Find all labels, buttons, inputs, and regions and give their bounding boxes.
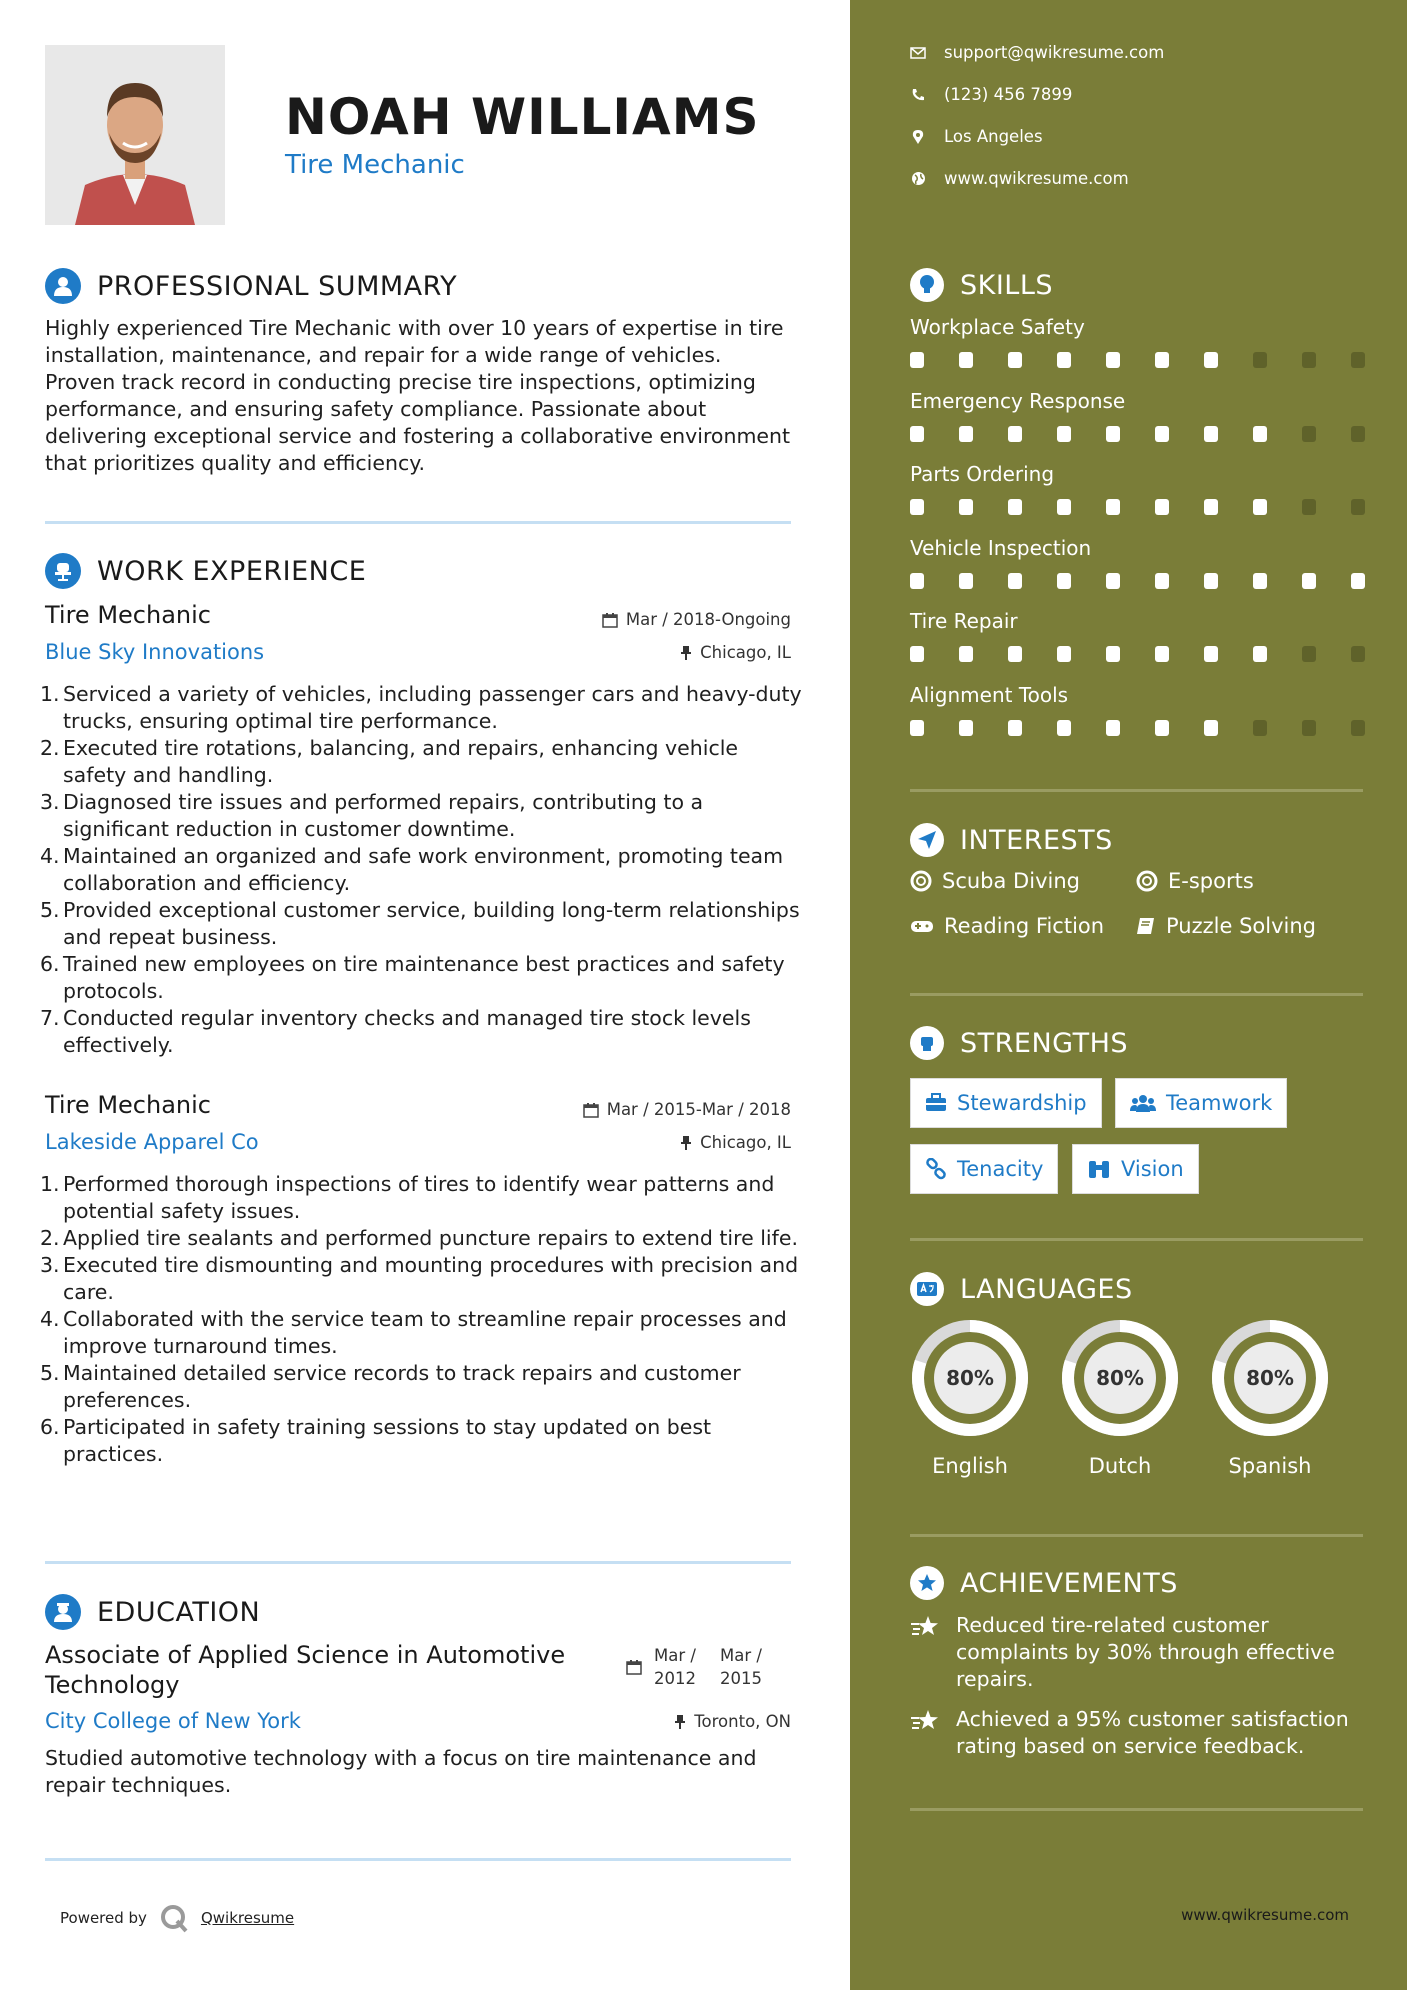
job-location [680,643,791,662]
skill-dot-empty [1351,426,1365,442]
briefcase-icon [925,1093,947,1113]
skill-dot-filled [1253,426,1267,442]
skill-dot-filled [1204,720,1218,736]
skill-name: Parts Ordering [910,462,1055,486]
school-name: City College of New York [45,1709,301,1733]
achievements-heading [910,1566,1178,1600]
star-icon [910,1706,942,1760]
interest-item: Puzzle Solving [1136,914,1316,938]
skill-level-dots [910,426,1365,442]
strengths-heading [910,1026,1128,1060]
skill-dot-filled [1057,573,1071,589]
pin-icon [674,1714,686,1730]
education-dates [626,1644,762,1690]
language-percent: 80% [1096,1366,1144,1390]
skill-dot-filled [1008,499,1022,515]
skill-dot-empty [1351,720,1365,736]
skill-dot-filled [1204,573,1218,589]
lifebuoy-icon [910,870,932,892]
skill-dot-filled [959,573,973,589]
skill-dot-filled [1057,720,1071,736]
list-item: 6. Trained new employees on tire maintenance best practices and safety protocols. [40,952,785,1003]
skill-dot-filled [1057,426,1071,442]
language-name: Spanish [1228,1454,1312,1478]
skill-dot-filled [1008,646,1022,662]
skill-dot-empty [1351,499,1365,515]
duty-list [40,1171,805,1468]
summary-title: PROFESSIONAL SUMMARY [97,270,458,302]
skill-dot-filled [1302,573,1316,589]
divider [910,1238,1363,1241]
skill-dot-empty [1351,646,1365,662]
skill-dot-filled [1057,499,1071,515]
list-item: 1. Serviced a variety of vehicles, including passenger cars and heavy-duty trucks, ensuring optimal tire performance. [40,682,802,733]
skill-dot-filled [1155,646,1169,662]
degree-line: Technology [45,1671,180,1699]
skill-dot-filled [1106,573,1120,589]
language-item [910,1318,1030,1478]
strength-tag: Tenacity [910,1144,1058,1194]
fist-icon [910,1026,944,1060]
job-location [680,1133,791,1152]
calendar-icon [583,1102,599,1118]
language-item [1210,1318,1330,1478]
skill-dot-empty [1253,352,1267,368]
star-badge-icon [910,1566,944,1600]
profile-photo [45,45,225,225]
calendar-icon [626,1659,642,1675]
divider [910,1534,1363,1537]
phone-icon [910,87,926,103]
skill-dot-filled [1106,499,1120,515]
footer-url[interactable]: www.qwikresume.com [1181,1906,1349,1924]
job-date-text: Mar / 2018-Ongoing [625,610,791,629]
skill-dot-filled [959,720,973,736]
skill-name: Tire Repair [910,609,1018,633]
skills-title: SKILLS [960,269,1054,301]
skill-dot-filled [1106,426,1120,442]
powered-by [60,1903,294,1933]
list-item: 2. Executed tire rotations, balancing, and repairs, enhancing vehicle safety and handling. [40,736,739,787]
education-title: EDUCATION [97,1596,261,1628]
strengths-title: STRENGTHS [960,1027,1129,1059]
language-percent: 80% [1246,1366,1294,1390]
star-icon [910,1612,942,1693]
list-item: 6. Participated in safety training sessions to stay updated on best practices. [40,1415,712,1466]
skill-dot-empty [1253,720,1267,736]
skill-dot-filled [1253,573,1267,589]
language-percent: 80% [946,1366,994,1390]
contact-website[interactable]: www.qwikresume.com [910,169,1129,188]
skill-dot-filled [1253,646,1267,662]
end-date: Mar / 2015 [720,1646,762,1688]
contact-location: Los Angeles [910,127,1043,146]
candidate-name: NOAH WILLIAMS [285,88,760,146]
job-date-text: Mar / 2015-Mar / 2018 [606,1100,791,1119]
skill-dot-filled [1351,573,1365,589]
graduate-icon [45,1594,81,1630]
skill-dot-filled [1106,720,1120,736]
job-location-text: Chicago, IL [700,643,791,662]
school-location-text: Toronto, ON [694,1712,791,1731]
skill-dot-empty [1302,646,1316,662]
work-title: WORK EXPERIENCE [97,555,367,587]
list-item: 7. Conducted regular inventory checks and managed tire stock levels effectively. [40,1006,751,1057]
skill-dot-filled [959,499,973,515]
job-company: Blue Sky Innovations [45,640,265,664]
list-item: 4. Maintained an organized and safe work environment, promoting team collaboration and efficiency. [40,844,784,895]
interest-item: E-sports [1136,869,1254,893]
skill-dot-filled [1106,352,1120,368]
lifebuoy-icon [1136,870,1158,892]
sidebar [850,0,1407,1990]
skill-dot-filled [1204,499,1218,515]
divider [45,521,791,524]
job-location-text: Chicago, IL [700,1133,791,1152]
skill-dot-filled [959,426,973,442]
language-name: Dutch [1088,1454,1152,1478]
skill-dot-filled [1155,499,1169,515]
list-item: 2. Applied tire sealants and performed puncture repairs to extend tire life. [40,1226,798,1250]
skill-dot-filled [1155,352,1169,368]
language-progress-ring [910,1318,1030,1438]
list-item: 3. Executed tire dismounting and mounting procedures with precision and care. [40,1253,799,1304]
skill-name: Emergency Response [910,389,1126,413]
link-icon [925,1158,947,1180]
list-item: 5. Maintained detailed service records to track repairs and customer preferences. [40,1361,741,1412]
language-progress-ring [1060,1318,1180,1438]
lightbulb-icon [910,268,944,302]
skill-dot-filled [1008,352,1022,368]
gamepad-icon [910,918,934,934]
achievements-title: ACHIEVEMENTS [960,1567,1178,1599]
interests-title: INTERESTS [960,824,1113,856]
skill-dot-empty [1302,352,1316,368]
skill-dot-filled [910,720,924,736]
divider [45,1561,791,1564]
powered-by-text: Powered by [60,1909,147,1927]
skill-dot-filled [1008,720,1022,736]
skill-name: Vehicle Inspection [910,536,1092,560]
divider [45,1858,791,1861]
skill-dot-filled [910,352,924,368]
skill-dot-empty [1351,352,1365,368]
job-title: Tire Mechanic [45,601,211,629]
skills-heading [910,268,1053,302]
pin-icon [680,1135,692,1151]
interests-heading [910,823,1113,857]
skill-dot-filled [1008,573,1022,589]
skill-dot-empty [1302,720,1316,736]
degree-line: Associate of Applied Science in Automotive [45,1641,566,1669]
divider [910,993,1363,996]
paper-plane-icon [910,823,944,857]
location-pin-icon [910,129,926,145]
list-item: 4. Collaborated with the service team to streamline repair processes and improve turnaround times. [40,1307,787,1358]
skill-name: Alignment Tools [910,683,1069,707]
skill-dot-filled [910,646,924,662]
calendar-icon [602,612,618,628]
skill-dot-empty [1302,426,1316,442]
skill-dot-filled [959,352,973,368]
achievement-item: Reduced tire-related customer complaints by 30% through effective repairs. [910,1612,1370,1693]
skill-dot-filled [1253,499,1267,515]
skill-dot-filled [1204,646,1218,662]
envelope-icon [910,45,926,61]
qwikresume-logo-icon [159,1903,189,1933]
briefcase-chair-icon [45,553,81,589]
skill-dot-filled [959,646,973,662]
divider [910,789,1363,792]
book-icon [1136,916,1156,936]
skill-dot-filled [1155,573,1169,589]
interest-item: Reading Fiction [910,914,1104,938]
skill-dot-filled [1057,646,1071,662]
duty-list [40,681,805,1059]
skill-dot-filled [910,573,924,589]
language-icon [910,1272,944,1306]
skill-name: Workplace Safety [910,315,1085,339]
summary-heading [45,268,457,304]
list-item: 5. Provided exceptional customer service, building long-term relationships and repeat business. [40,898,800,949]
contact-email[interactable]: support@qwikresume.com [910,43,1164,62]
skill-dot-filled [910,426,924,442]
skill-dot-filled [1204,352,1218,368]
job-date [583,1100,791,1119]
strength-tag: Teamwork [1115,1078,1287,1128]
strength-tag: Stewardship [910,1078,1102,1128]
job-title: Tire Mechanic [45,1091,211,1119]
strength-tag: Vision [1072,1144,1199,1194]
skill-dot-filled [910,499,924,515]
languages-heading [910,1272,1133,1306]
language-name: English [932,1454,1008,1478]
education-description: Studied automotive technology with a focus on tire maintenance and repair techniques. [45,1746,757,1797]
skill-level-dots [910,646,1365,662]
qwikresume-link[interactable]: Qwikresume [200,1909,295,1927]
skill-dot-filled [1155,720,1169,736]
job-company: Lakeside Apparel Co [45,1130,259,1154]
pin-icon [680,645,692,661]
achievement-item: Achieved a 95% customer satisfaction rating based on service feedback. [910,1706,1370,1760]
skill-level-dots [910,573,1365,589]
skill-dot-empty [1302,499,1316,515]
contact-phone[interactable]: (123) 456 7899 [910,85,1072,104]
education-heading [45,1594,260,1630]
interest-item: Scuba Diving [910,869,1080,893]
start-date: Mar / 2012 [654,1646,696,1688]
users-icon [1130,1093,1156,1113]
work-heading [45,553,366,589]
languages-title: LANGUAGES [960,1273,1133,1305]
skill-level-dots [910,720,1365,736]
skill-level-dots [910,499,1365,515]
skill-level-dots [910,352,1365,368]
school-location [674,1712,791,1731]
language-item [1060,1318,1180,1478]
language-progress-ring [1210,1318,1330,1438]
skill-dot-filled [1155,426,1169,442]
binoculars-icon [1087,1159,1111,1179]
degree-title [45,1640,605,1700]
skill-dot-filled [1057,352,1071,368]
globe-icon [910,171,926,187]
divider [910,1808,1363,1811]
user-icon [45,268,81,304]
candidate-role: Tire Mechanic [285,150,465,180]
skill-dot-filled [1106,646,1120,662]
skill-dot-filled [1008,426,1022,442]
list-item: 1. Performed thorough inspections of tires to identify wear patterns and potential safety issues. [40,1172,775,1223]
summary-text: Highly experienced Tire Mechanic with over 10 years of expertise in tire installation, maintenance, and repair for a wide range of vehicles. Proven track record in conducting precise tire inspections, optimizing performance, and ensuring safety compliance. Passionate about delivering exceptional service and fostering a collaborative environment that prioritizes quality and efficiency. [45,316,791,475]
list-item: 3. Diagnosed tire issues and performed repairs, contributing to a significant reduction in customer downtime. [40,790,704,841]
skill-dot-filled [1204,426,1218,442]
job-date [602,610,791,629]
